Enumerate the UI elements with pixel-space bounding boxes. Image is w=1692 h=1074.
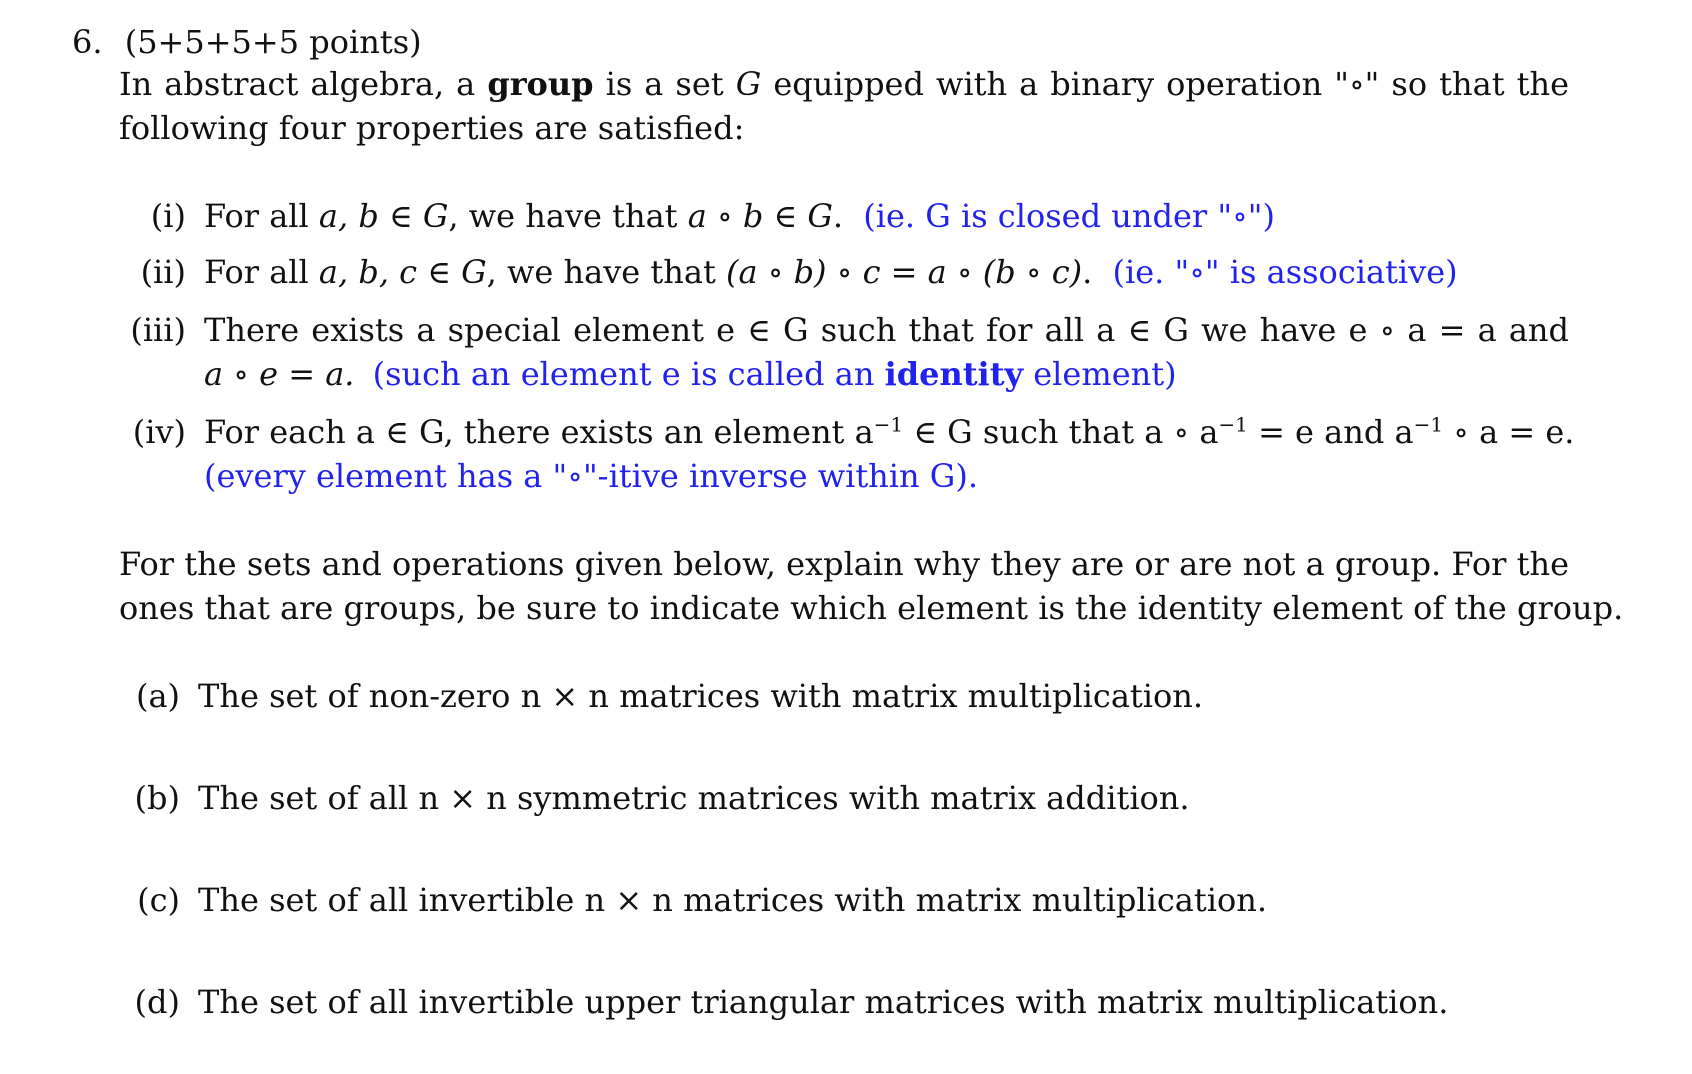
property-iv-line-1: For each a ∈ G, there exists an element $a^{-1}$ ∈ G such that a ∘ $a^{-1} = e$ and $a^{-1}$ ∘ a = e. <box>204 412 1575 451</box>
property-ii-note: (ie. "∘" is associative) <box>1112 253 1458 291</box>
operation-symbol: "∘" <box>1334 65 1380 103</box>
property-iii-line-1: There exists a special element e ∈ G such that for all a ∈ G we have e ∘ a = a and <box>204 311 1569 349</box>
property-label-iv: (iv) <box>132 413 186 451</box>
problem-number: 6. <box>72 23 103 61</box>
property-iii-line-2: a ∘ e = a. (such an element e is called an identity element) <box>204 355 1177 393</box>
part-b: The set of all n × n symmetric matrices with matrix addition. <box>198 779 1190 817</box>
property-i: For all a, b ∈ G, we have that a ∘ b ∈ G. (ie. G is closed under "∘") <box>204 197 1275 235</box>
part-label-c: (c) <box>137 881 180 919</box>
problem-points: (5+5+5+5 points) <box>124 23 422 61</box>
instructions-line-1: For the sets and operations given below, explain why they are or are not a group. For the <box>119 545 1569 583</box>
part-label-a: (a) <box>135 677 180 715</box>
part-label-b: (b) <box>134 779 180 817</box>
instructions-line-2: ones that are groups, be sure to indicate which element is the identity element of the group. <box>119 589 1624 627</box>
identity-term: identity <box>884 355 1024 393</box>
property-i-note: (ie. G is closed under "∘") <box>863 197 1275 235</box>
property-label-iii: (iii) <box>130 311 186 349</box>
group-term: group <box>487 65 594 103</box>
property-ii: For all a, b, c ∈ G, we have that (a ∘ b) ∘ c = a ∘ (b ∘ c). (ie. "∘" is associative) <box>204 253 1458 291</box>
intro-line-2: following four properties are satisfied: <box>119 109 745 147</box>
part-label-d: (d) <box>134 983 180 1021</box>
part-d: The set of all invertible upper triangular matrices with matrix multiplication. <box>198 983 1449 1021</box>
problem-header <box>72 22 422 62</box>
intro-line-1: In abstract algebra, a group is a set G equipped with a binary operation "∘" so that the <box>119 65 1570 103</box>
part-a: The set of non-zero n × n matrices with matrix multiplication. <box>198 677 1204 715</box>
property-label-ii: (ii) <box>140 253 186 291</box>
property-label-i: (i) <box>150 197 186 235</box>
part-c: The set of all invertible n × n matrices with matrix multiplication. <box>198 881 1268 919</box>
property-iv-note: (every element has a "∘"-itive inverse within G). <box>204 457 979 495</box>
property-iii-note: (such an element e is called an identity element) <box>372 355 1177 393</box>
